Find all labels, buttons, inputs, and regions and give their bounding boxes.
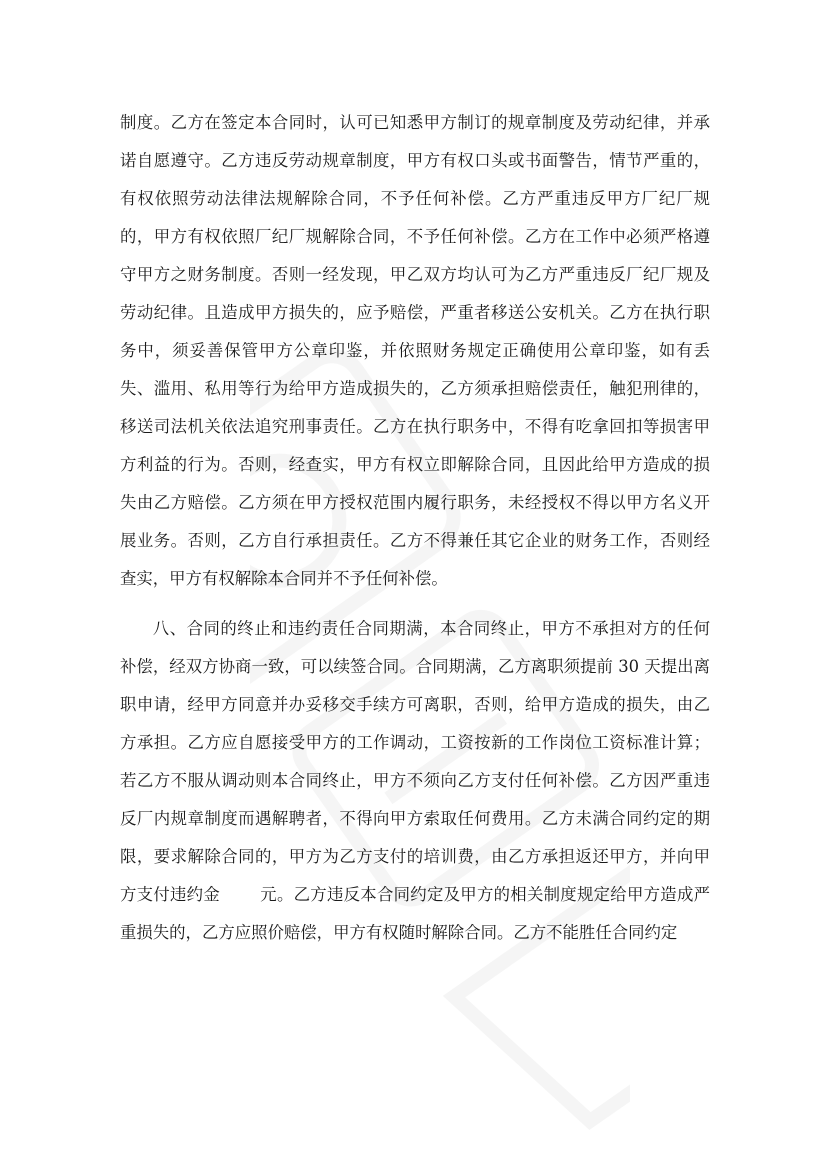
paragraph-text-part-1: 八、合同的终止和违约责任合同期满，本合同终止，甲方不承担对方的任何补偿，经双方协商一致，可以续签合同。合同期满，乙方离职须提前 30 天提出离职申请，经甲方同意并办妥移交手续方可离职，否则，给甲方造成的损失，由乙方承担。乙方应自愿接受甲方的工作调动，工资按新的工作岗位工资标准计算；若乙方不服从调动则本合同终止，甲方不须向乙方支付任何补偿。乙方因严重违反厂内规章制度而遇解聘者，不得向甲方索取任何费用。乙方未满合同约定的期限，要求解除合同的，甲方为乙方支付的培训费，由乙方承担返还甲方，并向甲方支付违约金 (120, 619, 710, 904)
contract-body (120, 104, 710, 952)
paragraph-rules-and-finance (120, 104, 710, 598)
paragraph-text-part-2: 元。乙方违反本合同约定及甲方的相关制度规定给甲方造成严重损失的，乙方应照价赔偿，甲方有权随时解除合同。乙方不能胜任合同约定 (120, 885, 710, 942)
paragraph-termination-and-liability (120, 610, 710, 952)
paragraph-text: 制度。乙方在签定本合同时，认可已知悉甲方制订的规章制度及劳动纪律，并承诺自愿遵守。乙方违反劳动规章制度，甲方有权口头或书面警告，情节严重的，有权依照劳动法律法规解除合同，不予任何补偿。乙方严重违反甲方厂纪厂规的，甲方有权依照厂纪厂规解除合同，不予任何补偿。乙方在工作中必须严格遵守甲方之财务制度。否则一经发现，甲乙双方均认可为乙方严重违反厂纪厂规及劳动纪律。且造成甲方损失的，应予赔偿，严重者移送公安机关。乙方在执行职务中，须妥善保管甲方公章印鉴，并依照财务规定正确使用公章印鉴，如有丢失、滥用、私用等行为给甲方造成损失的，乙方须承担赔偿责任，触犯刑律的，移送司法机关依法追究刑事责任。乙方在执行职务中，不得有吃拿回扣等损害甲方利益的行为。否则，经查实，甲方有权立即解除合同，且因此给甲方造成的损失由乙方赔偿。乙方须在甲方授权范围内履行职务，未经授权不得以甲方名义开展业务。否则，乙方自行承担责任。乙方不得兼任其它企业的财务工作，否则经查实，甲方有权解除本合同并不予任何补偿。 (120, 113, 710, 588)
